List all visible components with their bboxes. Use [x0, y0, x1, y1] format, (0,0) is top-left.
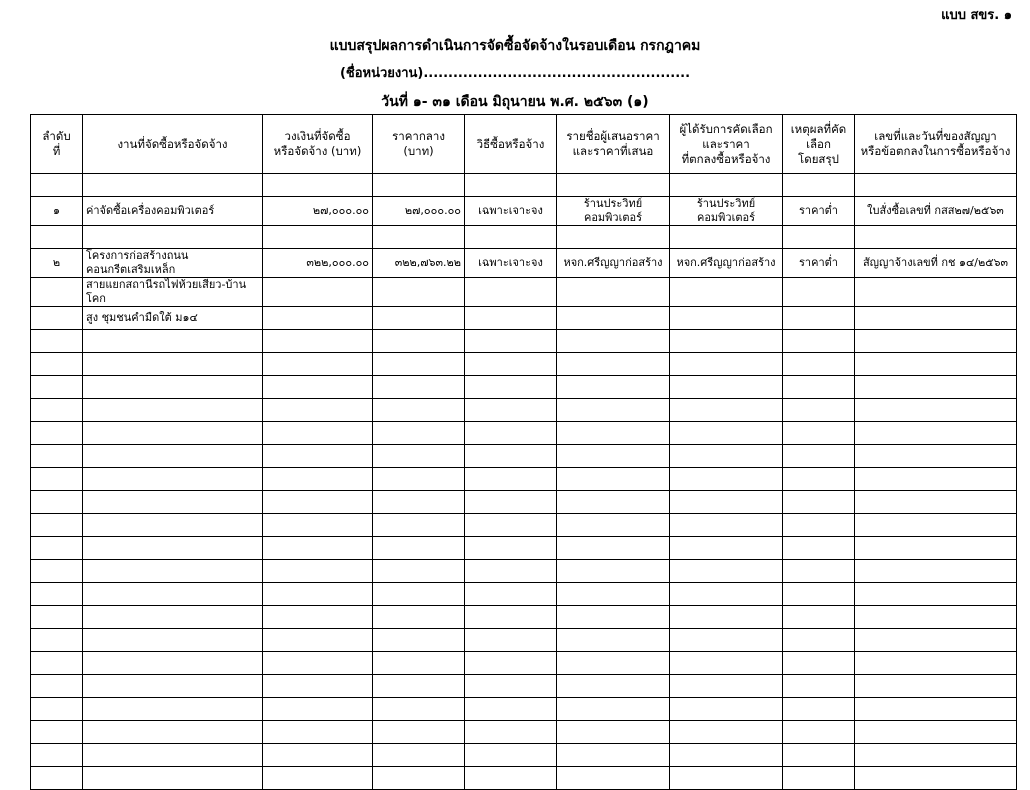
cell-winner — [670, 226, 783, 249]
cell-work — [83, 560, 263, 583]
cell-method — [465, 537, 557, 560]
cell-bidders: หจก.ศรีญญาก่อสร้าง — [557, 249, 670, 278]
cell-median-price — [373, 514, 465, 537]
table-row — [31, 491, 1017, 514]
cell-work: สูง ชุมชนคำมืดใต้ ม๑๔ — [83, 307, 263, 330]
cell-work — [83, 226, 263, 249]
document-title-block — [0, 36, 1030, 113]
cell-winner — [670, 514, 783, 537]
table-body — [31, 174, 1017, 790]
table-header — [31, 115, 1017, 174]
cell-budget — [263, 174, 373, 197]
cell-budget — [263, 491, 373, 514]
cell-method — [465, 744, 557, 767]
cell-median-price — [373, 174, 465, 197]
cell-winner — [670, 491, 783, 514]
cell-bidders — [557, 629, 670, 652]
cell-budget — [263, 445, 373, 468]
cell-work: โครงการก่อสร้างถนนคอนกรีตเสริมเหล็ก — [83, 249, 263, 278]
cell-method — [465, 226, 557, 249]
cell-no — [31, 307, 83, 330]
cell-method — [465, 468, 557, 491]
cell-winner — [670, 629, 783, 652]
cell-reason — [783, 399, 855, 422]
cell-reason — [783, 606, 855, 629]
cell-contract: สัญญาจ้างเลขที่ กช ๑๔/๒๕๖๓ — [855, 249, 1017, 278]
cell-bidders — [557, 307, 670, 330]
cell-work — [83, 353, 263, 376]
cell-reason — [783, 560, 855, 583]
cell-work: ค่าจัดซื้อเครื่องคอมพิวเตอร์ — [83, 197, 263, 226]
cell-winner — [670, 537, 783, 560]
table-row — [31, 376, 1017, 399]
cell-median-price — [373, 698, 465, 721]
cell-work — [83, 491, 263, 514]
cell-winner — [670, 560, 783, 583]
cell-contract — [855, 629, 1017, 652]
cell-winner — [670, 721, 783, 744]
cell-winner — [670, 422, 783, 445]
cell-budget — [263, 537, 373, 560]
cell-contract — [855, 652, 1017, 675]
table-row — [31, 197, 1017, 226]
cell-no — [31, 422, 83, 445]
column-header-no: ลำดับ ที่ — [31, 115, 83, 174]
cell-winner — [670, 330, 783, 353]
table-row — [31, 226, 1017, 249]
cell-method — [465, 353, 557, 376]
cell-reason — [783, 445, 855, 468]
cell-method — [465, 307, 557, 330]
cell-winner — [670, 698, 783, 721]
cell-reason — [783, 376, 855, 399]
cell-no — [31, 376, 83, 399]
cell-budget: ๒๗,๐๐๐.๐๐ — [263, 197, 373, 226]
cell-method — [465, 330, 557, 353]
cell-winner — [670, 376, 783, 399]
column-header-bidders: รายชื่อผู้เสนอราคา และราคาที่เสนอ — [557, 115, 670, 174]
cell-method — [465, 422, 557, 445]
cell-work — [83, 652, 263, 675]
cell-budget — [263, 422, 373, 445]
table-row — [31, 744, 1017, 767]
cell-contract — [855, 376, 1017, 399]
cell-no — [31, 652, 83, 675]
cell-median-price — [373, 606, 465, 629]
cell-contract — [855, 583, 1017, 606]
column-header-reason: เหตุผลที่คัดเลือก โดยสรุป — [783, 115, 855, 174]
cell-bidders — [557, 537, 670, 560]
cell-no — [31, 468, 83, 491]
cell-budget — [263, 376, 373, 399]
cell-bidders — [557, 698, 670, 721]
cell-no — [31, 744, 83, 767]
table-row — [31, 583, 1017, 606]
procurement-summary-table — [30, 114, 1017, 790]
cell-winner — [670, 652, 783, 675]
cell-budget — [263, 330, 373, 353]
cell-budget: ๓๒๒,๐๐๐.๐๐ — [263, 249, 373, 278]
cell-contract — [855, 422, 1017, 445]
cell-method — [465, 606, 557, 629]
cell-method: เฉพาะเจาะจง — [465, 249, 557, 278]
table-row — [31, 514, 1017, 537]
cell-reason — [783, 629, 855, 652]
cell-reason — [783, 422, 855, 445]
cell-bidders — [557, 606, 670, 629]
table-row — [31, 353, 1017, 376]
cell-reason — [783, 174, 855, 197]
cell-winner — [670, 353, 783, 376]
table-row — [31, 721, 1017, 744]
cell-contract — [855, 399, 1017, 422]
cell-reason — [783, 278, 855, 307]
cell-no — [31, 174, 83, 197]
cell-work — [83, 399, 263, 422]
column-header-budget: วงเงินที่จัดซื้อ หรือจัดจ้าง (บาท) — [263, 115, 373, 174]
cell-median-price — [373, 376, 465, 399]
cell-bidders — [557, 468, 670, 491]
table-header-row — [31, 115, 1017, 174]
cell-reason — [783, 468, 855, 491]
cell-median-price — [373, 330, 465, 353]
cell-reason: ราคาต่ำ — [783, 249, 855, 278]
cell-median-price — [373, 445, 465, 468]
cell-method — [465, 583, 557, 606]
cell-budget — [263, 652, 373, 675]
column-header-median-price: ราคากลาง (บาท) — [373, 115, 465, 174]
cell-budget — [263, 698, 373, 721]
cell-no — [31, 767, 83, 790]
cell-method — [465, 399, 557, 422]
cell-budget — [263, 560, 373, 583]
cell-bidders — [557, 422, 670, 445]
cell-contract — [855, 491, 1017, 514]
cell-budget — [263, 583, 373, 606]
cell-budget — [263, 744, 373, 767]
cell-winner — [670, 468, 783, 491]
cell-method — [465, 174, 557, 197]
table-row — [31, 422, 1017, 445]
cell-method — [465, 376, 557, 399]
cell-median-price — [373, 307, 465, 330]
cell-median-price — [373, 560, 465, 583]
cell-bidders — [557, 744, 670, 767]
cell-median-price — [373, 468, 465, 491]
cell-budget — [263, 307, 373, 330]
cell-method — [465, 278, 557, 307]
cell-no: ๒ — [31, 249, 83, 278]
cell-reason — [783, 652, 855, 675]
cell-median-price — [373, 537, 465, 560]
cell-reason — [783, 307, 855, 330]
cell-contract — [855, 514, 1017, 537]
cell-budget — [263, 606, 373, 629]
cell-no — [31, 330, 83, 353]
cell-no — [31, 514, 83, 537]
cell-bidders — [557, 767, 670, 790]
cell-no — [31, 537, 83, 560]
cell-work — [83, 698, 263, 721]
table-row — [31, 537, 1017, 560]
table-row — [31, 174, 1017, 197]
period-line: วันที่ ๑- ๓๑ เดือน มิถุนายน พ.ศ. ๒๕๖๓ (๑) — [381, 94, 649, 110]
cell-reason — [783, 583, 855, 606]
cell-bidders — [557, 721, 670, 744]
cell-bidders — [557, 399, 670, 422]
cell-winner — [670, 445, 783, 468]
cell-contract — [855, 226, 1017, 249]
cell-median-price — [373, 583, 465, 606]
cell-median-price — [373, 652, 465, 675]
table-row — [31, 399, 1017, 422]
cell-method — [465, 652, 557, 675]
cell-no — [31, 560, 83, 583]
column-header-work: งานที่จัดซื้อหรือจัดจ้าง — [83, 115, 263, 174]
cell-no — [31, 629, 83, 652]
cell-reason — [783, 698, 855, 721]
cell-contract — [855, 278, 1017, 307]
cell-work — [83, 629, 263, 652]
cell-bidders — [557, 226, 670, 249]
cell-no: ๑ — [31, 197, 83, 226]
cell-work — [83, 376, 263, 399]
table-row — [31, 606, 1017, 629]
cell-contract — [855, 307, 1017, 330]
cell-work — [83, 445, 263, 468]
cell-no — [31, 491, 83, 514]
cell-budget — [263, 514, 373, 537]
cell-contract — [855, 721, 1017, 744]
cell-winner: ร้านประวิทย์คอมพิวเตอร์ — [670, 197, 783, 226]
cell-work — [83, 744, 263, 767]
cell-bidders: ร้านประวิทย์คอมพิวเตอร์ — [557, 197, 670, 226]
table-row — [31, 307, 1017, 330]
cell-median-price — [373, 767, 465, 790]
cell-work — [83, 514, 263, 537]
cell-reason — [783, 514, 855, 537]
cell-reason: ราคาต่ำ — [783, 197, 855, 226]
cell-budget — [263, 468, 373, 491]
cell-median-price: ๓๒๒,๗๖๓.๒๒ — [373, 249, 465, 278]
cell-contract — [855, 330, 1017, 353]
cell-budget — [263, 721, 373, 744]
table-row — [31, 652, 1017, 675]
cell-winner — [670, 744, 783, 767]
table-row — [31, 698, 1017, 721]
cell-reason — [783, 226, 855, 249]
cell-work — [83, 468, 263, 491]
cell-winner — [670, 767, 783, 790]
cell-work — [83, 537, 263, 560]
form-code-label: แบบ สขร. ๑ — [941, 8, 1012, 23]
cell-contract — [855, 174, 1017, 197]
cell-bidders — [557, 514, 670, 537]
cell-winner — [670, 278, 783, 307]
cell-method — [465, 721, 557, 744]
cell-median-price — [373, 399, 465, 422]
cell-method: เฉพาะเจาะจง — [465, 197, 557, 226]
cell-budget — [263, 629, 373, 652]
table-row — [31, 278, 1017, 307]
cell-contract — [855, 744, 1017, 767]
cell-median-price — [373, 491, 465, 514]
column-header-method: วิธีซื้อหรือจ้าง — [465, 115, 557, 174]
cell-no — [31, 278, 83, 307]
cell-work — [83, 583, 263, 606]
cell-contract — [855, 468, 1017, 491]
cell-bidders — [557, 652, 670, 675]
cell-work — [83, 606, 263, 629]
cell-bidders — [557, 278, 670, 307]
table-row — [31, 249, 1017, 278]
cell-contract — [855, 445, 1017, 468]
cell-no — [31, 226, 83, 249]
cell-winner: หจก.ศรีญญาก่อสร้าง — [670, 249, 783, 278]
cell-reason — [783, 744, 855, 767]
cell-method — [465, 491, 557, 514]
cell-bidders — [557, 445, 670, 468]
cell-reason — [783, 353, 855, 376]
cell-median-price — [373, 721, 465, 744]
table-row — [31, 445, 1017, 468]
cell-no — [31, 583, 83, 606]
cell-median-price — [373, 629, 465, 652]
cell-reason — [783, 491, 855, 514]
cell-bidders — [557, 583, 670, 606]
cell-bidders — [557, 353, 670, 376]
agency-name-line: (ชื่อหน่วยงาน)...................................................... — [339, 66, 691, 81]
cell-reason — [783, 767, 855, 790]
cell-no — [31, 606, 83, 629]
table-row — [31, 468, 1017, 491]
cell-reason — [783, 330, 855, 353]
cell-contract — [855, 606, 1017, 629]
cell-winner — [670, 583, 783, 606]
cell-work — [83, 174, 263, 197]
cell-contract — [855, 560, 1017, 583]
table-row — [31, 767, 1017, 790]
cell-bidders — [557, 330, 670, 353]
cell-median-price — [373, 744, 465, 767]
cell-method — [465, 767, 557, 790]
cell-no — [31, 698, 83, 721]
cell-method — [465, 445, 557, 468]
page-title: แบบสรุปผลการดำเนินการจัดซื้อจัดจ้างในรอบเดือน กรกฎาคม — [329, 38, 701, 54]
cell-work: สายแยกสถานีรถไฟห้วยเสียว-บ้านโคก — [83, 278, 263, 307]
cell-winner — [670, 174, 783, 197]
cell-bidders — [557, 491, 670, 514]
cell-budget — [263, 767, 373, 790]
column-header-contract: เลขที่และวันที่ของสัญญา หรือข้อตกลงในการซื้อหรือจ้าง — [855, 115, 1017, 174]
cell-reason — [783, 537, 855, 560]
cell-winner — [670, 307, 783, 330]
cell-method — [465, 514, 557, 537]
cell-budget — [263, 226, 373, 249]
cell-contract — [855, 537, 1017, 560]
table-row — [31, 560, 1017, 583]
cell-median-price: ๒๗,๐๐๐.๐๐ — [373, 197, 465, 226]
column-header-winner: ผู้ได้รับการคัดเลือกและราคา ที่ตกลงซื้อหรือจ้าง — [670, 115, 783, 174]
cell-bidders — [557, 174, 670, 197]
cell-method — [465, 698, 557, 721]
cell-contract: ใบสั่งซื้อเลขที่ กสส๒๗/๒๕๖๓ — [855, 197, 1017, 226]
cell-winner — [670, 606, 783, 629]
cell-work — [83, 767, 263, 790]
cell-winner — [670, 399, 783, 422]
cell-work — [83, 330, 263, 353]
cell-median-price — [373, 278, 465, 307]
cell-median-price — [373, 226, 465, 249]
cell-median-price — [373, 422, 465, 445]
cell-reason — [783, 721, 855, 744]
table-row — [31, 629, 1017, 652]
cell-budget — [263, 278, 373, 307]
cell-work — [83, 422, 263, 445]
cell-method — [465, 629, 557, 652]
cell-contract — [855, 698, 1017, 721]
table-row — [31, 330, 1017, 353]
cell-method — [465, 560, 557, 583]
cell-median-price — [373, 353, 465, 376]
cell-budget — [263, 353, 373, 376]
cell-work — [83, 721, 263, 744]
cell-no — [31, 353, 83, 376]
cell-bidders — [557, 376, 670, 399]
cell-contract — [855, 353, 1017, 376]
cell-budget — [263, 399, 373, 422]
cell-no — [31, 399, 83, 422]
cell-no — [31, 445, 83, 468]
cell-contract — [855, 767, 1017, 790]
cell-bidders — [557, 560, 670, 583]
cell-no — [31, 721, 83, 744]
